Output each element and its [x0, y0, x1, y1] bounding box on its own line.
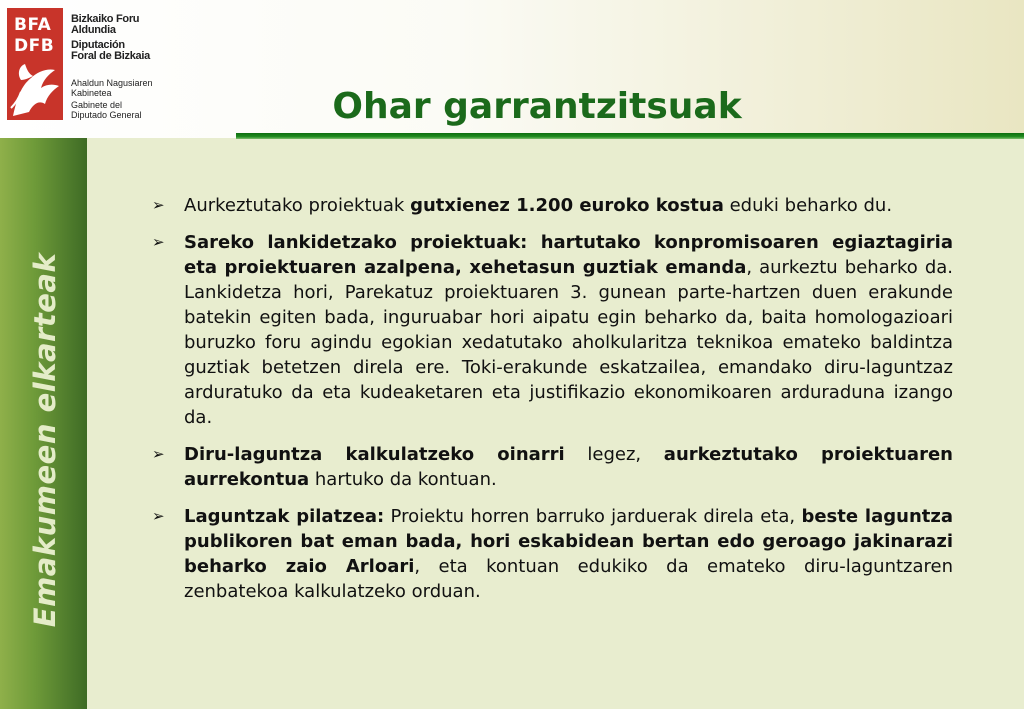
logo-name-es-1: Diputación — [71, 39, 125, 51]
bold-text: Diru-laguntza kalkulatzeko oinarri — [184, 444, 565, 465]
bold-text: Laguntzak pilatzea: — [184, 506, 385, 527]
bold-text: gutxienez 1.200 euroko kostua — [410, 195, 724, 216]
list-item — [152, 504, 953, 604]
bold-text: Sareko lankidetzako proiektuak: hartutako konpromisoaren egiaztagiria eta proiektuaren azalpena, xehetasun guztiak emanda — [184, 232, 953, 278]
text-segment: , aurkeztu beharko da. Lankidetza hori, Parekatuz proiektuaren 3. gunean parte-hartzen duen erakunde batekin egiten bada, inguruabar hori aipatu egin beharko da, baita homologazioari buruzko foru agindu egokian xedatutako aholkularitza teknikoa emateko baldintza guztiak betetzen direla ere. Toki-erakunde eskatzailea, emandako diru-laguntzaz arduratuko da eta kudeaketaren eta justifikazio ekonomikoaren arduraduna izango da. — [184, 257, 953, 428]
arrow-bullet-icon: ➢ — [152, 507, 165, 525]
arrow-bullet-icon: ➢ — [152, 233, 165, 251]
title-underline — [236, 133, 1024, 139]
logo-abbr-bottom: DFB — [14, 36, 55, 56]
bold-text: aurkeztutako proiektuaren aurrekontua — [184, 444, 953, 490]
bold-text: beste laguntza publikoren bat eman bada, hori eskabidean bertan edo geroago jakinarazi beharko zaio Arloari — [184, 506, 953, 577]
list-item-text — [184, 504, 953, 604]
arrow-bullet-icon: ➢ — [152, 445, 165, 463]
logo-name-es-2: Foral de Bizkaia — [71, 50, 150, 62]
logo-office-es-2: Diputado General — [71, 110, 142, 120]
text-segment: eduki beharko du. — [723, 195, 893, 216]
list-item — [152, 193, 953, 218]
list-item-text — [184, 442, 953, 492]
logo-name-eu-2: Aldundia — [71, 24, 116, 36]
content-list — [152, 193, 953, 616]
list-item-text — [184, 193, 953, 218]
logo-abbr-top: BFA — [14, 15, 52, 35]
header-banner — [0, 0, 1024, 138]
text-segment: , eta kontuan edukiko da emateko diru-laguntzaren zenbatekoa kalkulatzeko orduan. — [184, 556, 954, 602]
logo-office-eu-1: Ahaldun Nagusiaren — [71, 78, 153, 88]
list-item — [152, 230, 953, 430]
logo-name-eu-1: Bizkaiko Foru — [71, 13, 140, 25]
logo-office-es-1: Gabinete del — [71, 100, 123, 110]
list-item-text — [184, 230, 953, 430]
text-segment: hartuko da kontuan. — [309, 469, 497, 490]
arrow-bullet-icon: ➢ — [152, 196, 165, 214]
sidebar-label: Emakumeen elkarteak — [28, 252, 62, 628]
text-segment: Aurkeztutako proiektuak — [184, 195, 411, 216]
page-title: Ohar garrantzitsuak — [332, 86, 742, 127]
text-segment: Proiektu horren barruko jarduerak direla eta, — [384, 506, 802, 527]
text-segment: legez, — [564, 444, 664, 465]
list-item — [152, 442, 953, 492]
logo-office-eu-2: Kabinetea — [71, 88, 112, 98]
